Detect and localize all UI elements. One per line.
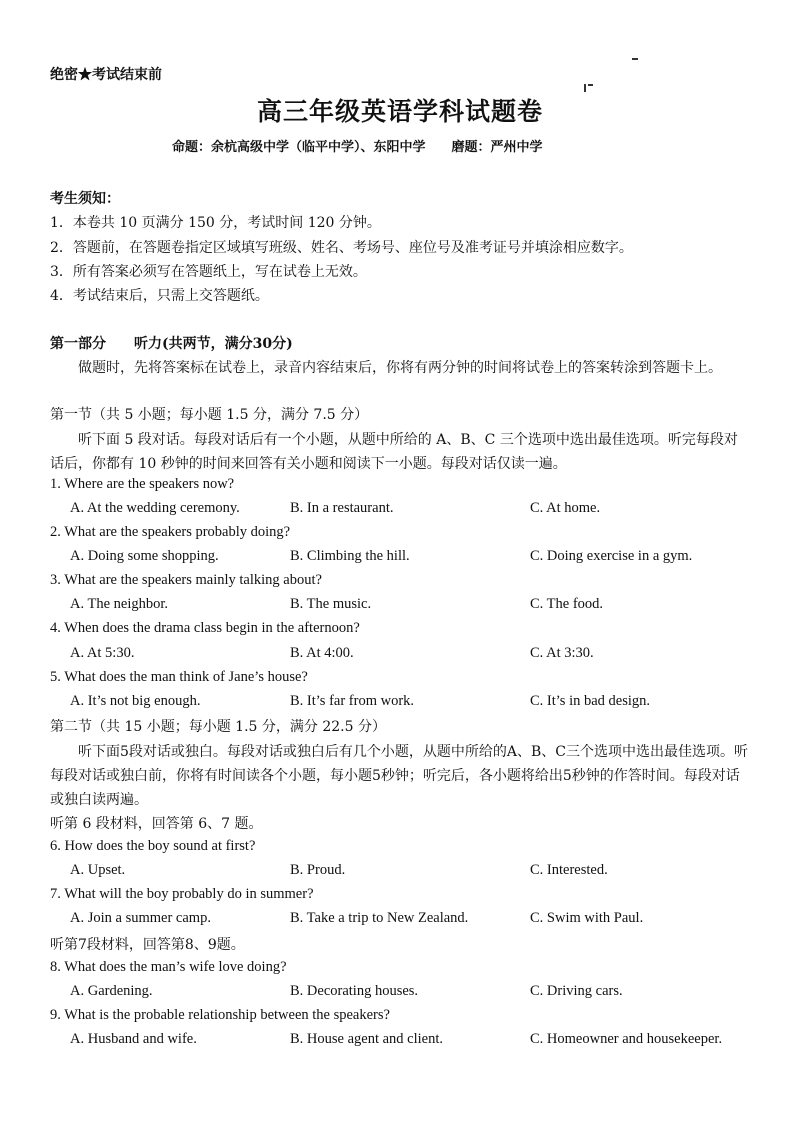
- section2-instructions: 听下面5段对话或独白。每段对话或独白后有几个小题，从题中所给的A、B、C三个选项中选出最佳选项。听每段对话或独白前，你将有时间读各个小题，每小题5秒钟；听完后，各小题将给出5秒钟的作答时间。每段对话或独白读两遍。: [50, 744, 749, 808]
- notice-item: 3．所有答案必须写在答题纸上，写在试卷上无效。: [50, 264, 367, 280]
- option-a: A. Join a summer camp.: [70, 910, 211, 926]
- option-b: B. Take a trip to New Zealand.: [290, 910, 469, 926]
- scan-speck: [584, 84, 586, 92]
- option-b: B. The music.: [290, 596, 372, 612]
- option-b: B. House agent and client.: [290, 1031, 444, 1047]
- option-a: A. At the wedding ceremony.: [70, 500, 240, 516]
- option-c: C. Driving cars.: [530, 983, 623, 999]
- option-b: B. Proud.: [290, 862, 346, 878]
- option-a: A. Upset.: [70, 862, 126, 878]
- part1-heading: 第一部分 听力(共两节，满分30分): [50, 336, 293, 352]
- scan-speck: [632, 58, 638, 60]
- scan-speck: [588, 84, 593, 86]
- option-a: A. At 5:30.: [70, 645, 135, 661]
- notice-item: 1．本卷共 10 页满分 150 分，考试时间 120 分钟。: [50, 215, 381, 231]
- option-a: A. Doing some shopping.: [70, 548, 219, 564]
- option-b: B. It’s far from work.: [290, 693, 415, 709]
- question-9: 9. What is the probable relationship between the speakers?: [50, 1007, 390, 1023]
- section1-instructions: 听下面 5 段对话。每段对话后有一个小题，从题中所给的 A、B、C 三个选项中选出最佳选项。听完每段对话后，你都有 10 秒钟的时间来回答有关小题和阅读下一小题。每段对话仅读一遍。: [50, 432, 738, 472]
- notice-item: 2．答题前，在答题卷指定区域填写班级、姓名、考场号、座位号及准考证号并填涂相应数字。: [50, 240, 633, 256]
- option-c: C. Interested.: [530, 862, 608, 878]
- authors-line: 命题：余杭高级中学（临平中学）、东阳中学 磨题：严州中学: [172, 140, 543, 155]
- option-a: A. Gardening.: [70, 983, 153, 999]
- question-6: 6. How does the boy sound at first?: [50, 838, 256, 854]
- option-b: B. At 4:00.: [290, 645, 354, 661]
- question-8: 8. What does the man’s wife love doing?: [50, 959, 287, 975]
- option-c: C. Doing exercise in a gym.: [530, 548, 693, 564]
- option-a: A. It’s not big enough.: [70, 693, 201, 709]
- option-b: B. Decorating houses.: [290, 983, 419, 999]
- notice-heading: 考生须知：: [50, 191, 120, 207]
- page-title: 高三年级英语学科试题卷: [256, 97, 543, 126]
- option-a: A. The neighbor.: [70, 596, 168, 612]
- section2-heading: 第二节（共 15 小题；每小题 1.5 分，满分 22.5 分）: [50, 719, 386, 735]
- section1-heading: 第一节（共 5 小题；每小题 1.5 分，满分 7.5 分）: [50, 407, 369, 423]
- material-6-instruction: 听第 6 段材料，回答第 6、7 题。: [50, 816, 263, 832]
- part1-intro: 做题时，先将答案标在试卷上，录音内容结束后，你将有两分钟的时间将试卷上的答案转涂到答题卡上。: [78, 360, 722, 376]
- option-b: B. Climbing the hill.: [290, 548, 410, 564]
- question-5: 5. What does the man think of Jane’s house?: [50, 669, 308, 685]
- notice-item: 4．考试结束后，只需上交答题纸。: [50, 288, 269, 304]
- question-4: 4. When does the drama class begin in the afternoon?: [50, 620, 360, 636]
- question-2: 2. What are the speakers probably doing?: [50, 524, 291, 540]
- option-a: A. Husband and wife.: [70, 1031, 197, 1047]
- confidential-label: 绝密★考试结束前: [50, 67, 162, 83]
- option-c: C. The food.: [530, 596, 604, 612]
- option-c: C. At 3:30.: [530, 645, 594, 661]
- material-7-instruction: 听第7段材料，回答第8、9题。: [50, 937, 245, 953]
- option-b: B. In a restaurant.: [290, 500, 394, 516]
- option-c: C. It’s in bad design.: [530, 693, 651, 709]
- question-7: 7. What will the boy probably do in summer?: [50, 886, 314, 902]
- option-c: C. Swim with Paul.: [530, 910, 644, 926]
- option-c: C. Homeowner and housekeeper.: [530, 1031, 723, 1047]
- question-1: 1. Where are the speakers now?: [50, 476, 235, 492]
- question-3: 3. What are the speakers mainly talking about?: [50, 572, 322, 588]
- option-c: C. At home.: [530, 500, 601, 516]
